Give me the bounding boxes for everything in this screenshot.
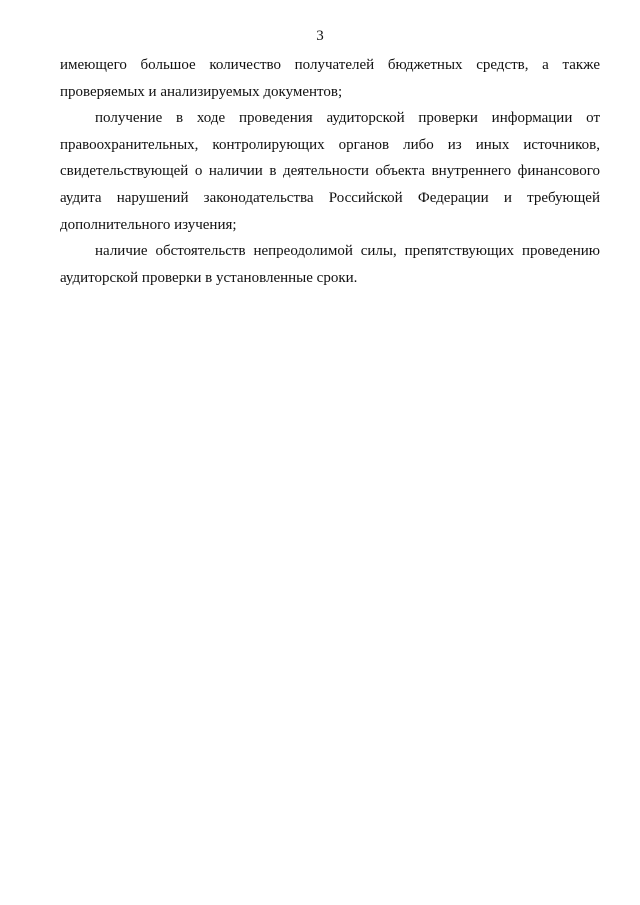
paragraph-continuation: имеющего большое количество получателей бюджетных средств, а также проверяемых и анализируемых документов; [60, 57, 600, 100]
document-body [60, 52, 600, 291]
page-number: 3 [316, 28, 324, 44]
paragraph-law-enforcement-information: получение в ходе проведения аудиторской проверки информации от правоохранительных, контролирующих органов либо из иных источников, свидетельствующей о наличии в деятельности объекта внутреннего финансового аудита нарушений законодательства Российской Федерации и требующей дополнительного изучения; [60, 110, 600, 233]
paragraph-force-majeure: наличие обстоятельств непреодолимой силы, препятствующих проведению аудиторской проверки в установленные сроки. [60, 243, 600, 286]
